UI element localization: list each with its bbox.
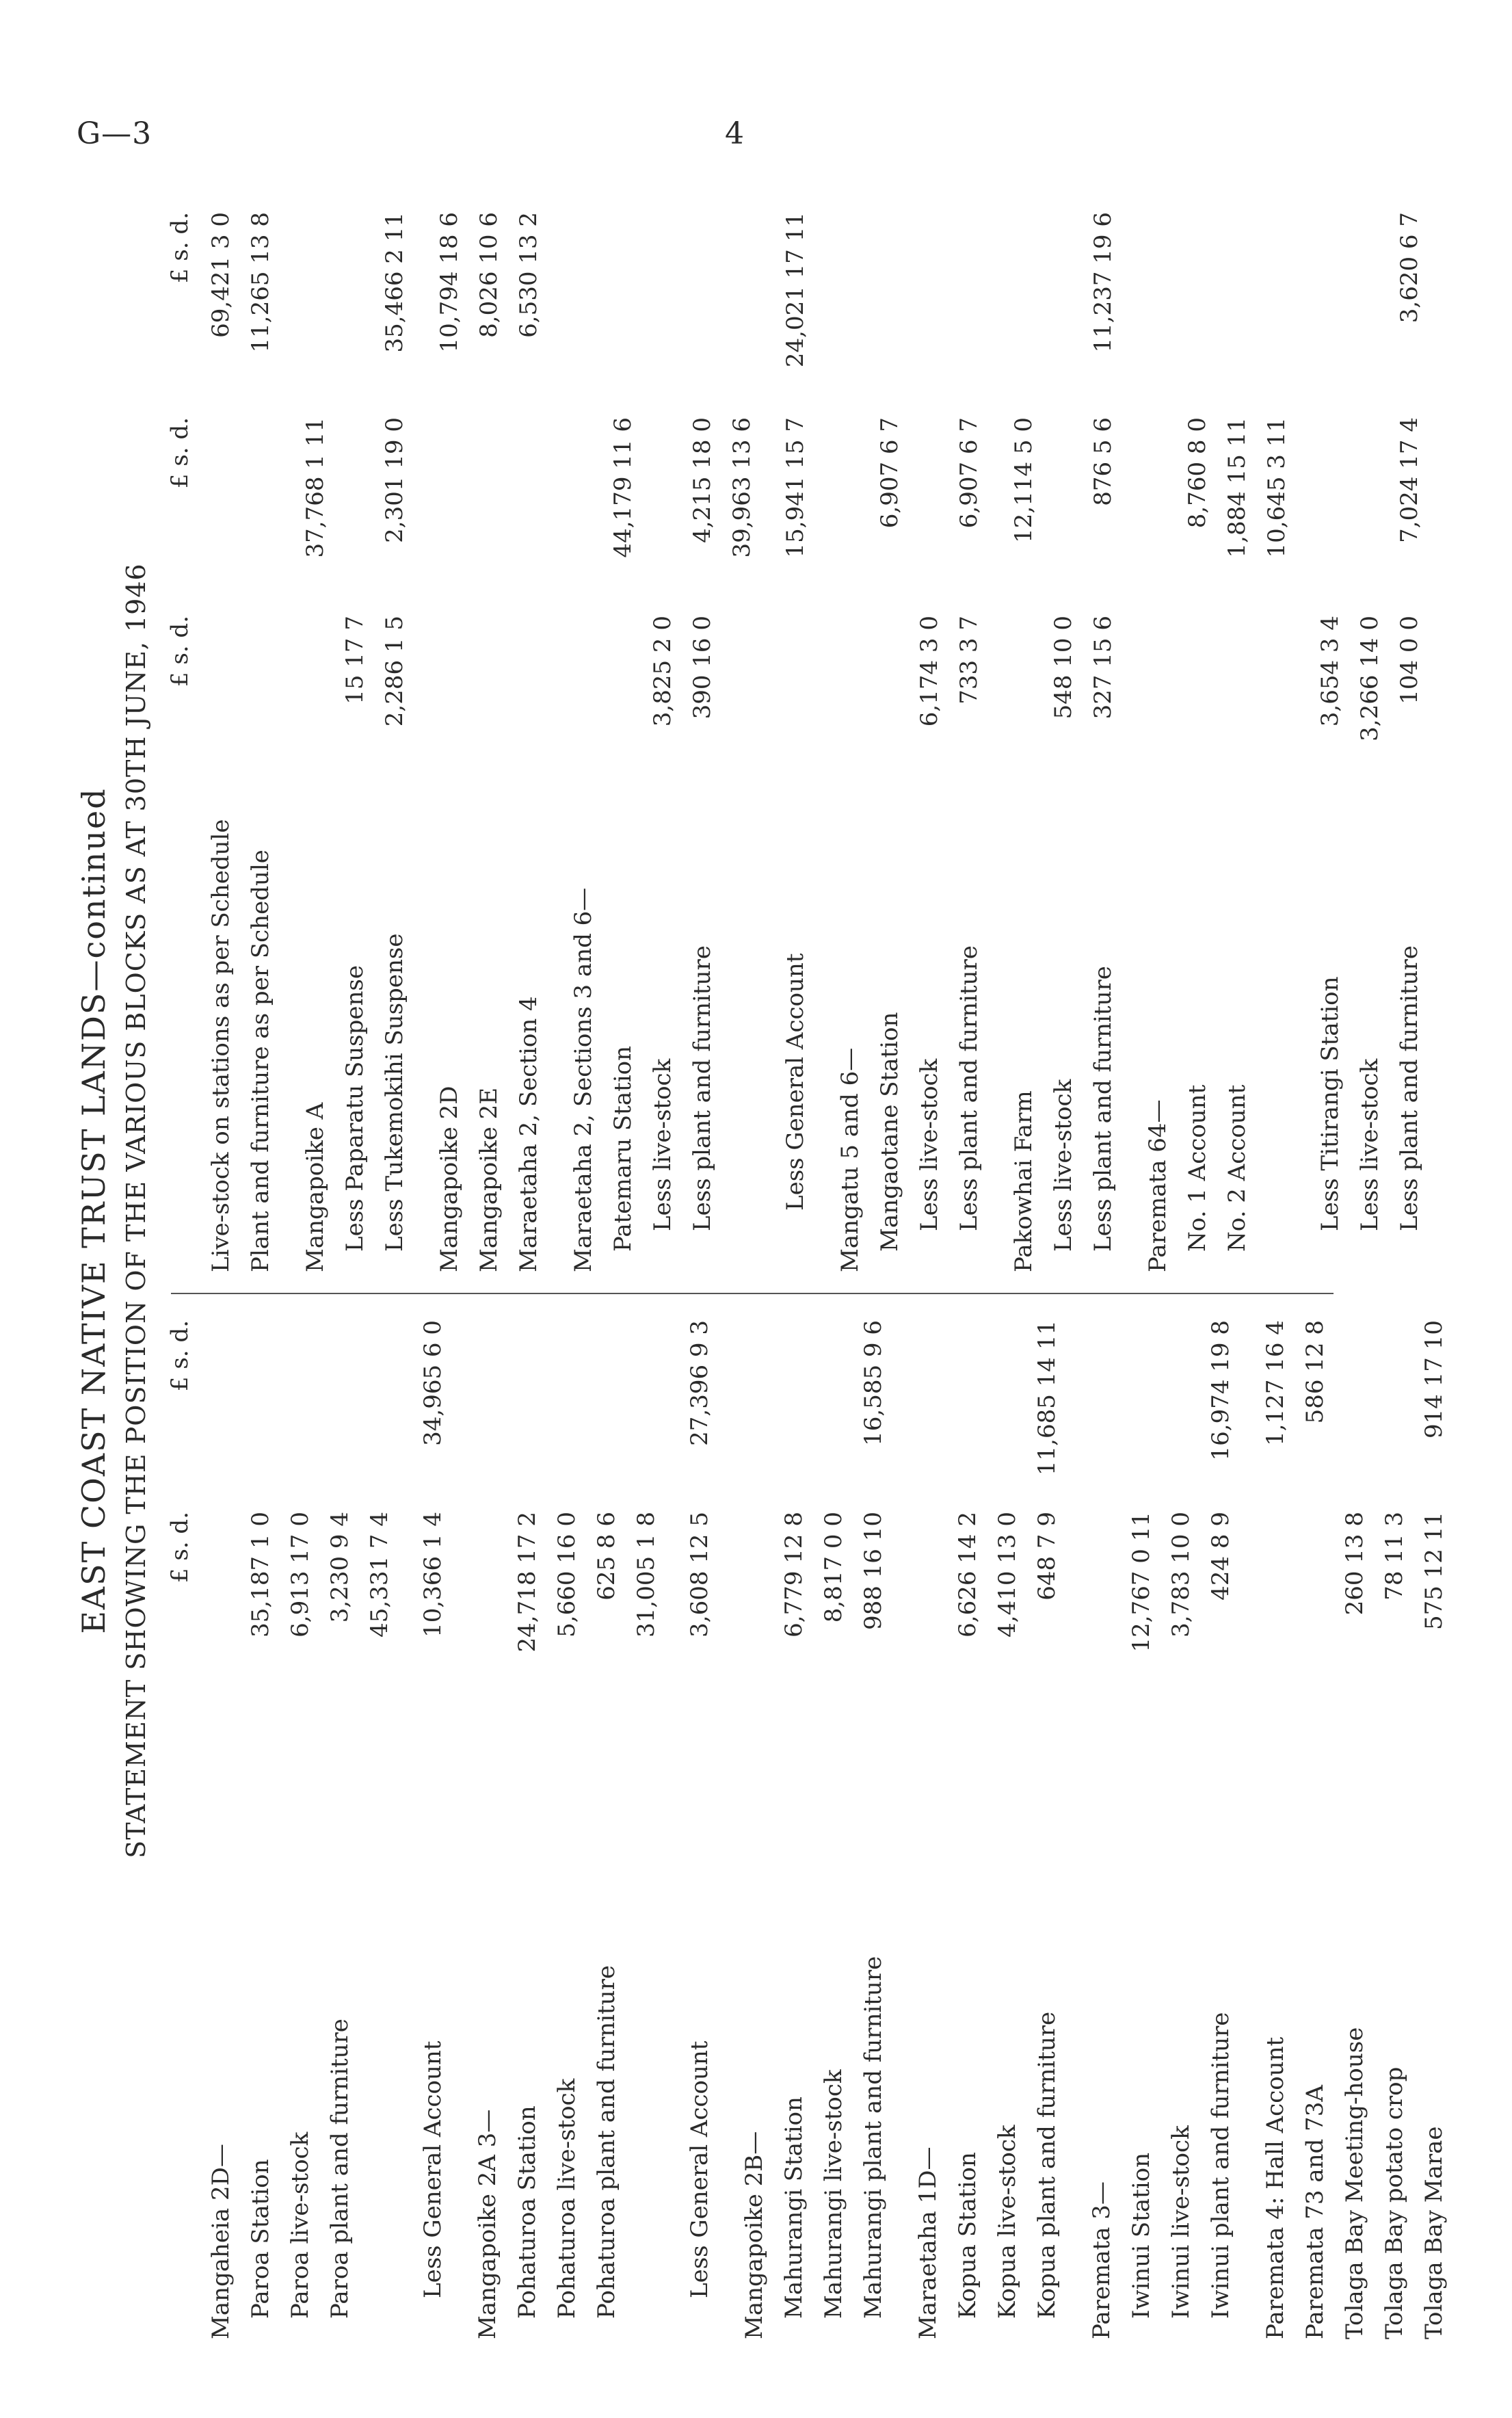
document-title: EAST COAST NATIVE TRUST LANDS—continued (75, 787, 112, 1634)
left-row-label: Paroa plant and furniture (326, 2019, 354, 2319)
right-row-amount-b: 876 5 6 (1089, 417, 1117, 506)
left-row-amount-a: 424 8 9 (1207, 1512, 1234, 1601)
left-row-label: Pohaturoa plant and furniture (593, 1965, 620, 2319)
left-row-amount-b: 586 12 8 (1301, 1320, 1329, 1424)
right-row-amount-b: 37,768 1 11 (302, 417, 329, 558)
right-row-label: Less Tukemokihi Suspense (381, 933, 408, 1252)
left-row-label: Mahurangi live-stock (820, 2069, 847, 2319)
right-row-amount-b: 4,215 18 0 (689, 417, 716, 543)
right-row-amount-a: 6,174 3 0 (916, 616, 943, 727)
right-row-amount-b: 10,645 3 11 (1263, 417, 1290, 558)
page-number: 4 (725, 116, 745, 151)
left-row-label: Kopua plant and furniture (1033, 2011, 1061, 2319)
left-row-amount-a: 10,366 1 4 (419, 1512, 447, 1638)
right-row-amount-a: 104 0 0 (1396, 616, 1423, 705)
left-row-label: Paroa Station (247, 2159, 274, 2319)
left-row-amount-b: 1,127 16 4 (1262, 1320, 1289, 1446)
left-row-label: Tolaga Bay Marae (1420, 2126, 1448, 2339)
right-row-label: Less plant and furniture (689, 945, 716, 1231)
left-row-label: Pohaturoa live-stock (553, 2078, 581, 2319)
right-row-label: Less plant and furniture (1089, 966, 1117, 1252)
left-row-amount-a: 12,767 0 11 (1128, 1512, 1155, 1653)
right-row-amount-a: 3,266 14 0 (1356, 616, 1383, 741)
column-divider (171, 1293, 1334, 1294)
right-row-amount-a: 390 16 0 (689, 616, 716, 720)
right-row-amount-c: 8,026 10 6 (475, 212, 503, 338)
left-row-label: Iwinui Station (1128, 2152, 1155, 2319)
right-row-label: Less plant and furniture (1396, 945, 1423, 1231)
right-row-label: Mangaotane Station (876, 1012, 903, 1252)
left-row-label: Iwinui plant and furniture (1207, 2012, 1234, 2319)
right-row-label: Less live-stock (649, 1058, 676, 1231)
document-subtitle: STATEMENT SHOWING THE POSITION OF THE VARIOUS BLOCKS AS AT 30TH JUNE, 1946 (121, 563, 151, 1858)
right-row-label: No. 2 Account (1223, 1084, 1251, 1252)
left-row-label: Maraetaha 1D— (914, 2146, 942, 2339)
right-row-label: Less Paparatu Suspense (341, 965, 369, 1252)
left-row-amount-a: 6,913 17 0 (287, 1512, 314, 1638)
right-row-label: Paremata 64— (1144, 1099, 1171, 1272)
left-row-amount-a: 45,331 7 4 (366, 1512, 393, 1638)
left-row-label: Kopua Station (954, 2152, 981, 2319)
right-col-a-header: £ s. d. (166, 616, 194, 687)
left-row-amount-a: 575 12 11 (1420, 1512, 1448, 1631)
right-row-label: Less Titirangi Station (1316, 976, 1344, 1231)
right-row-amount-c: 11,237 19 6 (1089, 212, 1117, 353)
left-row-label: Tolaga Bay Meeting-house (1341, 2027, 1368, 2339)
right-row-amount-a: 15 17 7 (341, 616, 369, 705)
left-row-label: Tolaga Bay potato crop (1381, 2066, 1408, 2339)
right-row-amount-a: 3,654 3 4 (1316, 616, 1344, 727)
left-row-amount-a: 5,660 16 0 (553, 1512, 581, 1638)
left-row-amount-a: 8,817 0 0 (820, 1512, 847, 1623)
right-row-amount-b: 6,907 6 7 (955, 417, 983, 529)
left-row-label: Mangapoike 2A 3— (474, 2109, 501, 2339)
right-row-label: Pakowhai Farm (1010, 1090, 1037, 1272)
right-row-amount-c: 6,530 13 2 (515, 212, 542, 338)
left-row-label: Paremata 3— (1088, 2181, 1115, 2339)
right-col-c-header: £ s. d. (166, 212, 194, 284)
left-row-label: Paremata 73 and 73A (1301, 2085, 1329, 2339)
right-row-label: Less General Account (782, 953, 809, 1211)
right-row-label: Plant and furniture as per Schedule (247, 850, 274, 1272)
left-row-amount-b: 16,974 19 8 (1207, 1320, 1234, 1461)
left-row-amount-b: 914 17 10 (1420, 1320, 1448, 1439)
right-row-label: No. 1 Account (1184, 1084, 1211, 1252)
right-row-amount-a: 327 15 6 (1089, 616, 1117, 720)
left-row-amount-b: 16,585 9 6 (860, 1320, 887, 1446)
right-row-amount-a: 733 3 7 (955, 616, 983, 705)
left-row-label: Less General Account (686, 2040, 713, 2298)
left-row-amount-a: 260 13 8 (1341, 1512, 1368, 1616)
right-row-label: Maraetaha 2, Section 4 (515, 996, 542, 1272)
right-row-amount-b: 2,301 19 0 (381, 417, 408, 543)
left-row-amount-a: 3,230 9 4 (326, 1512, 354, 1623)
left-row-amount-a: 6,626 14 2 (954, 1512, 981, 1638)
right-row-amount-b: 12,114 5 0 (1010, 417, 1037, 543)
right-row-amount-b: 8,760 8 0 (1184, 417, 1211, 529)
left-row-label: Mangaheia 2D— (207, 2144, 235, 2339)
right-row-amount-c: 35,466 2 11 (381, 212, 408, 353)
right-col-b-header: £ s. d. (166, 417, 194, 489)
left-row-amount-a: 625 8 6 (593, 1512, 620, 1601)
right-row-amount-b: 6,907 6 7 (876, 417, 903, 529)
left-col-a-header: £ s. d. (166, 1512, 194, 1583)
right-row-amount-c: 24,021 17 11 (782, 212, 809, 368)
left-row-amount-b: 34,965 6 0 (419, 1320, 447, 1446)
right-row-amount-c: 10,794 18 6 (436, 212, 463, 353)
right-row-amount-b: 1,884 15 11 (1223, 417, 1251, 558)
left-row-amount-b: 11,685 14 11 (1033, 1320, 1061, 1476)
left-col-b-header: £ s. d. (166, 1320, 194, 1392)
left-row-amount-a: 648 7 9 (1033, 1512, 1061, 1601)
right-row-label: Less live-stock (1050, 1079, 1077, 1252)
rotated-statement (75, 82, 1448, 2339)
right-row-amount-b: 39,963 13 6 (728, 417, 756, 558)
right-row-amount-c: 69,421 3 0 (207, 212, 235, 338)
left-row-amount-a: 31,005 1 8 (633, 1512, 660, 1638)
left-row-label: Mangapoike 2B— (741, 2131, 768, 2339)
right-row-label: Less live-stock (916, 1058, 943, 1231)
left-row-amount-b: 27,396 9 3 (686, 1320, 713, 1446)
right-row-amount-a: 3,825 2 0 (649, 616, 676, 727)
left-row-amount-a: 78 11 3 (1381, 1512, 1408, 1601)
right-row-label: Mangapoike 2E (475, 1087, 503, 1272)
left-row-label: Iwinui live-stock (1167, 2125, 1195, 2319)
right-row-amount-c: 11,265 13 8 (247, 212, 274, 353)
left-row-label: Kopua live-stock (994, 2125, 1021, 2319)
right-row-label: Mangapoike A (302, 1102, 329, 1272)
left-row-amount-a: 988 16 10 (860, 1512, 887, 1631)
left-row-label: Paroa live-stock (287, 2131, 314, 2319)
right-row-amount-b: 7,024 17 4 (1396, 417, 1423, 543)
left-row-amount-a: 24,718 17 2 (514, 1512, 541, 1653)
right-row-label: Patemaru Station (609, 1045, 637, 1252)
right-row-label: Less plant and furniture (955, 945, 983, 1231)
right-row-label: Maraetaha 2, Sections 3 and 6— (570, 887, 597, 1272)
left-row-label: Less General Account (419, 2040, 447, 2298)
right-row-amount-a: 2,286 1 5 (381, 616, 408, 727)
left-row-amount-a: 4,410 13 0 (994, 1512, 1021, 1638)
right-row-amount-b: 15,941 15 7 (782, 417, 809, 558)
left-row-amount-a: 3,608 12 5 (686, 1512, 713, 1638)
right-row-label: Less live-stock (1356, 1058, 1383, 1231)
left-row-label: Mahurangi plant and furniture (860, 1956, 887, 2319)
left-row-label: Paremata 4: Hall Account (1262, 2036, 1289, 2339)
page-code: G—3 (77, 116, 152, 151)
right-row-amount-a: 548 10 0 (1050, 616, 1077, 720)
right-row-label: Mangatu 5 and 6— (836, 1047, 864, 1272)
left-row-amount-a: 35,187 1 0 (247, 1512, 274, 1638)
right-row-amount-b: 44,179 11 6 (609, 417, 637, 558)
right-row-label: Live-stock on stations as per Schedule (207, 819, 235, 1272)
right-row-amount-c: 3,620 6 7 (1396, 212, 1423, 324)
left-row-amount-a: 3,783 10 0 (1167, 1512, 1195, 1638)
left-row-label: Pohaturoa Station (514, 2105, 541, 2319)
left-row-amount-a: 6,779 12 8 (780, 1512, 808, 1638)
left-row-label: Mahurangi Station (780, 2097, 808, 2319)
right-row-label: Mangapoike 2D (436, 1086, 463, 1272)
